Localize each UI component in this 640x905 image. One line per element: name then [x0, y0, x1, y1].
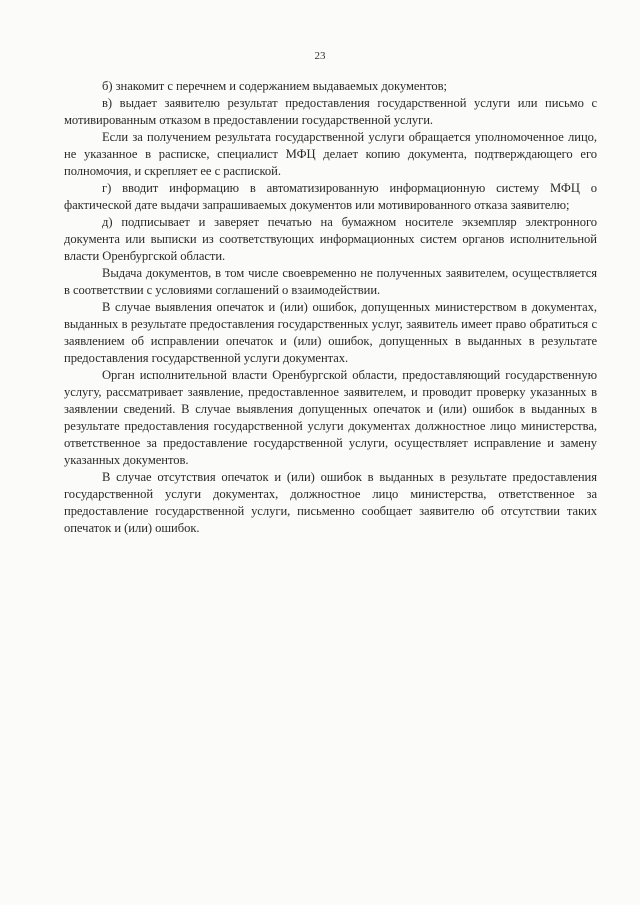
paragraph-g: г) вводит информацию в автоматизированную информационную систему МФЦ о фактической дате выдачи запрашиваемых документов или мотивированного отказа заявителю;: [64, 181, 597, 212]
paragraph-issuance: Выдача документов, в том числе своевременно не полученных заявителем, осуществляется в соответствии с условиями соглашений о взаимодействии.: [64, 266, 597, 297]
paragraph-b: б) знакомит с перечнем и содержанием выдаваемых документов;: [102, 79, 448, 93]
page-number: 23: [314, 50, 326, 62]
paragraph-v: в) выдает заявителю результат предоставления государственной услуги или письмо с мотивированным отказом в предоставлении государственной услуги.: [64, 96, 597, 127]
paragraph-no-errors: В случае отсутствия опечаток и (или) ошибок в выданных в результате предоставления государственной услуги документах, должностное лицо министерства, ответственное за предоставление государственной услуги, письменно сообщает заявителю об отсутствии таких опечаток и (или) ошибок.: [64, 470, 597, 535]
paragraph-authorized-person: Если за получением результата государственной услуги обращается уполномоченное лицо, не указанное в расписке, специалист МФЦ делает копию документа, подтверждающего его полномочия, и скрепляет ее с распиской.: [64, 130, 597, 178]
paragraph-errors-detected: В случае выявления опечаток и (или) ошибок, допущенных министерством в документах, выданных в результате предоставления государственных услуг, заявитель имеет право обратиться с заявлением об исправлении опечаток и (или) ошибок, допущенных в выданных в результате предоставления государственной услуги документах.: [64, 300, 597, 365]
paragraph-d: д) подписывает и заверяет печатью на бумажном носителе экземпляр электронного документа или выписки из соответствующих информационных систем органов исполнительной власти Оренбургской области.: [64, 215, 597, 263]
paragraph-authority-review: Орган исполнительной власти Оренбургской области, предоставляющий государственную услугу, рассматривает заявление, предоставленное заявителем, и проводит проверку указанных в заявлении сведений. В случае выявления допущенных опечаток и (или) ошибок в выданных в результате предоставления государственной услуги документах должностное лицо министерства, ответственное за предоставление государственной услуги, осуществляет исправление и замену указанных документов.: [64, 368, 597, 467]
document-body: [64, 78, 597, 537]
